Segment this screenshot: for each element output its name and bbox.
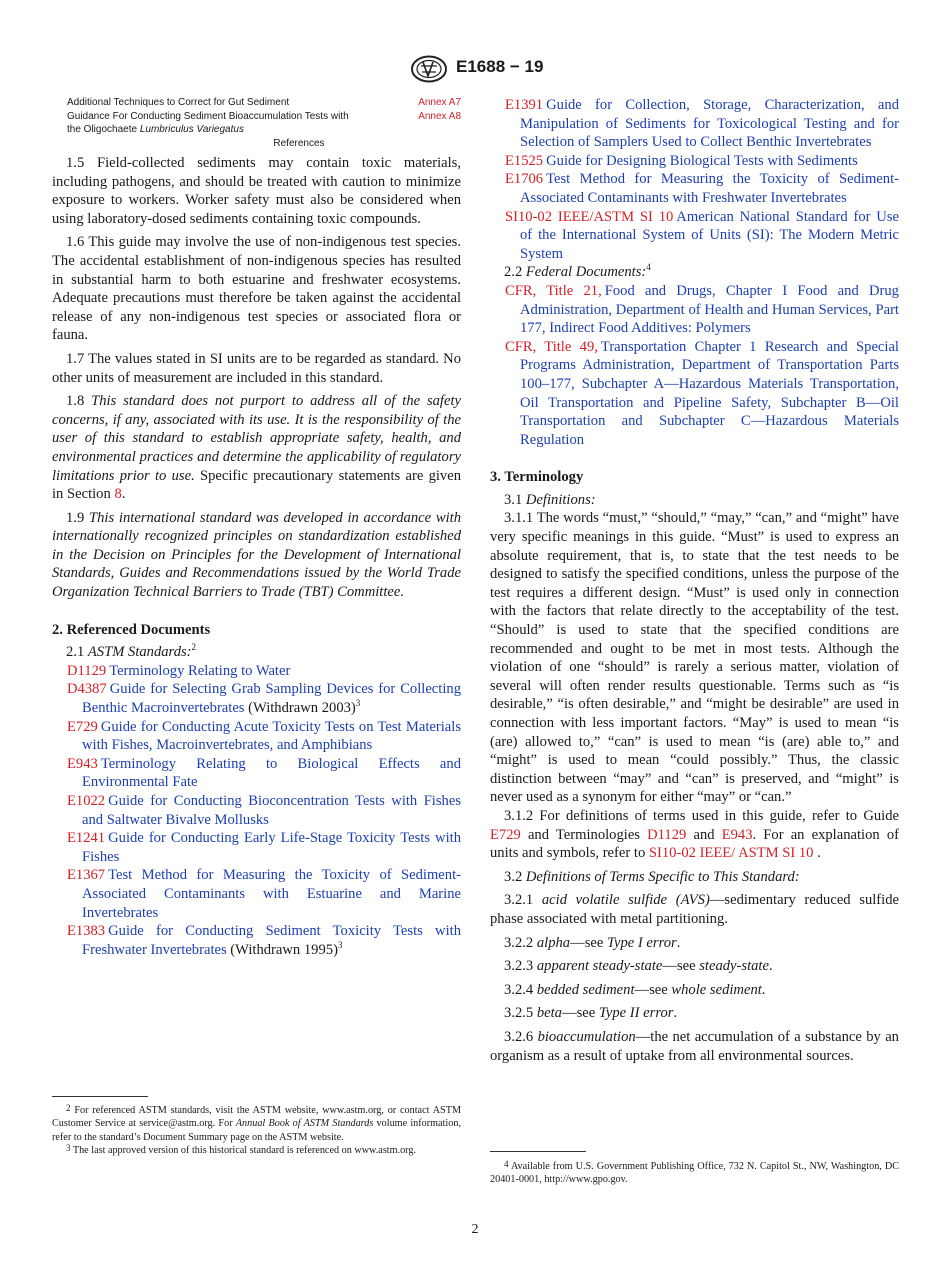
section-2-heading: 2. Referenced Documents	[52, 621, 211, 638]
reference-title-link[interactable]: Guide for Conducting Acute Toxicity Tests on Test Materials with Fishes, Macroinvertebrates, and Amphibians	[82, 718, 461, 754]
si10-link[interactable]: SI10-02 IEEE/ ASTM SI 10	[648, 845, 814, 862]
reference-item: E1383 Guide for Conducting Sediment Toxicity Tests with Freshwater Invertebrates (Withdrawn 1995)$^3$	[67, 923, 461, 958]
reference-title-link[interactable]: Transportation Chapter 1 Research and Special Programs Administration, Department of Transportation Parts 100–177, Subchapter A—Hazardous Materials Transportation, Oil Transportation and Pipeline Safety, Subchapter B—Oil Transportation and Subchapter C—Hazardous Materials Regulation	[520, 338, 899, 448]
section-1-6: 1.6 This guide may involve the use of non-indigenous test species. The accidental establishment of non-indigenous species has resulted in substantial harm to both estuarine and freshwater ecosystems. Adequate precautions must therefore be taken against the accidental release of any non-indigenous test species or associated flora or fauna.	[52, 234, 461, 344]
references-label: References	[273, 137, 325, 149]
reference-item	[52, 755, 461, 792]
reference-code-link[interactable]: D1129	[67, 662, 107, 679]
section-3-1-2: 3.1.2 For definitions of terms used in this guide, refer to Guide E729 and Terminologies D1129 and E943. For an explanation of units and symbols, refer to SI10-02 IEEE/ ASTM SI 10 .	[490, 807, 899, 862]
reference-title-link[interactable]: Guide for Collection, Storage, Characterization, and Manipulation of Sediments for Toxicological Testing and for Selection of Samplers Used to Collect Benthic Invertebrates	[520, 97, 899, 151]
reference-item	[490, 282, 899, 338]
page-number: 2	[471, 1222, 479, 1237]
annex-list	[52, 96, 461, 150]
definition-item: 3.2.1 acid volatile sulfide (AVS)—sedimentary reduced sulfide phase associated with metal partitioning.	[490, 892, 899, 927]
definition-item: 3.2.2 alpha—see Type I error.	[504, 934, 681, 951]
astm-reference-list-continued	[490, 96, 899, 263]
left-column	[52, 96, 461, 959]
reference-title-link[interactable]: Guide for Designing Biological Tests with Sediments	[546, 152, 858, 169]
document-id: E1688 − 19	[456, 57, 544, 76]
reference-code-link[interactable]: D4387	[67, 681, 107, 698]
astm-reference-list	[52, 662, 461, 960]
page-header	[0, 55, 950, 85]
footnote-rule	[490, 1151, 586, 1152]
reference-item	[52, 718, 461, 755]
section-1-7: 1.7 The values stated in SI units are to be regarded as standard. No other units of measurement are included in this standard.	[52, 350, 461, 386]
section-8-link[interactable]: 8	[114, 486, 122, 503]
section-2-2: 2.2 Federal Documents:$^4$	[504, 262, 651, 281]
section-1-5: 1.5 Field-collected sediments may contain toxic materials, including pathogens, and should be treated with caution to minimize exposure to workers. Worker safety must also be considered when using laboratory-dosed sediments containing toxic compounds.	[52, 155, 461, 227]
definition-item: 3.2.4 bedded sediment—see whole sediment.	[504, 981, 766, 998]
reference-code-link[interactable]: E1525	[505, 152, 544, 169]
reference-title-link[interactable]: American National Standard for Use of the International System of Units (SI): The Modern Metric System	[520, 208, 899, 262]
section-3-1: 3.1 Definitions:	[504, 491, 596, 508]
reference-item	[490, 152, 899, 171]
reference-item	[52, 866, 461, 922]
reference-title-link[interactable]: Guide for Conducting Sediment Toxicity Tests with Freshwater Invertebrates	[82, 923, 461, 958]
astm-logo-icon	[410, 55, 448, 83]
d1129-link[interactable]: D1129	[647, 826, 687, 843]
definition-item: 3.2.3 apparent steady-state—see steady-state.	[504, 958, 773, 975]
reference-code-link[interactable]: E729	[67, 718, 98, 735]
section-2-1: 2.1 ASTM Standards:$^2$	[66, 642, 197, 661]
annex-link[interactable]: Annex A8	[418, 110, 461, 122]
reference-item	[52, 792, 461, 829]
footnote-4: 4 Available from U.S. Government Publishing Office, 732 N. Capitol St., NW, Washington, DC 20401-0001, http://www.gpo.gov.	[490, 1159, 899, 1186]
reference-title-link[interactable]: Guide for Conducting Early Life-Stage Toxicity Tests with Fishes	[82, 830, 461, 865]
reference-item	[52, 662, 461, 681]
reference-title-link[interactable]: Food and Drugs, Chapter I Food and Drug Administration, Department of Health and Human Services, Part 177, Indirect Food Additives: Polymers	[520, 282, 899, 337]
reference-item: D4387 Guide for Selecting Grab Sampling Devices for Collecting Benthic Macroinvertebrates (Withdrawn 2003)$^3$	[67, 681, 461, 717]
reference-title-link[interactable]: Test Method for Measuring the Toxicity of Sediment-Associated Contaminants with Freshwater Invertebrates	[520, 171, 899, 206]
reference-item	[490, 170, 899, 207]
reference-item	[52, 829, 461, 866]
footnote-rule	[52, 1096, 148, 1097]
section-1-8: 1.8 This standard does not purport to address all of the safety concerns, if any, associated with its use. It is the responsibility of the user of this standard to establish appropriate safety, health, and environmental practices and determine the applicability of regulatory limitations prior to use. Specific precautionary statements are given in Section 8.	[52, 393, 461, 503]
annex-item: Additional Techniques to Correct for Gut Sediment Annex A7	[67, 97, 461, 108]
annex-link[interactable]: Annex A7	[418, 97, 461, 108]
footnote-2: 2 For referenced ASTM standards, visit the ASTM website, www.astm.org, or contact ASTM Customer Service at service@astm.org. For Annual Book of ASTM Standards volume information, refer to the standard’s Document Summary page on the ASTM website.	[52, 1103, 461, 1143]
reference-code-link[interactable]: CFR, Title 21,	[505, 282, 602, 299]
section-1-9: 1.9 This international standard was developed in accordance with internationally recognized principles on standardization established in the Decision on Principles for the Development of International Standards, Guides and Recommendations issued by the World Trade Organization Technical Barriers to Trade (TBT) Committee.	[52, 509, 462, 601]
right-column	[490, 96, 899, 1065]
definition-item: 3.2.5 beta—see Type II error.	[504, 1005, 678, 1022]
reference-code-link[interactable]: E1391	[505, 97, 544, 113]
reference-code-link[interactable]: E1383	[67, 923, 106, 940]
section-3-1-1: 3.1.1 The words “must,” “should,” “may,” “can,” and “might” have very specific meanings in this guide. “Must” is used to express an absolute requirement, that is, to state that the test needs to be designed to satisfy the specified conditions, unless the purpose of the test requires a different design. “Must” is used only in connection with the factors that relate directly to the acceptability of the test. “Should” is used to state that the specified conditions are recommended and ought to be met in most tests. Although the violation of one “should” is rarely a serious matter, violation of several will often render results questionable. Terms such as “is desirable,” “is often desirable,” and “might be desirable” are used in connection with less important factors. “May” is used to mean “is (are) allowed to,” “can” is used to mean “is (are) able to,” and “might” is used to mean “could possibly.” Thus, the classic distinction between “may” and “can” is preserved, and “might” is never used as a synonym for either “may” or “can.”	[490, 510, 899, 806]
footnotes-right	[490, 1160, 899, 1187]
e943-link[interactable]: E943	[721, 826, 753, 843]
reference-title-link[interactable]: Terminology Relating to Water	[109, 662, 291, 679]
reference-title-link[interactable]: Guide for Conducting Bioconcentration Tests with Fishes and Saltwater Bivalve Mollusks	[82, 793, 461, 828]
reference-title-link[interactable]: Terminology Relating to Biological Effects and Environmental Fate	[82, 755, 461, 791]
reference-code-link[interactable]: E1241	[67, 830, 106, 847]
section-3-2: 3.2 Definitions of Terms Specific to This Standard:	[504, 868, 800, 885]
footnotes-left	[52, 1104, 461, 1157]
footnote-3: 3 The last approved version of this historical standard is referenced on www.astm.org.	[66, 1142, 417, 1156]
reference-title-link[interactable]: Test Method for Measuring the Toxicity of Sediment-Associated Contaminants with Estuarine and Marine Invertebrates	[82, 867, 461, 921]
e729-link[interactable]: E729	[490, 826, 521, 843]
annex-item: Guidance For Conducting Sediment Bioaccumulation Tests with Annex A8 the Oligochaete Lumbriculus Variegatus	[67, 110, 461, 135]
reference-code-link[interactable]: CFR, Title 49,	[505, 338, 598, 355]
section-3-heading: 3. Terminology	[490, 469, 584, 486]
reference-item	[490, 208, 899, 264]
reference-code-link[interactable]: E943	[67, 755, 98, 772]
reference-item	[490, 338, 899, 450]
reference-code-link[interactable]: E1022	[67, 793, 106, 809]
reference-item	[490, 96, 899, 152]
reference-title-link[interactable]: Guide for Selecting Grab Sampling Devices for Collecting Benthic Macroinvertebrates	[82, 681, 461, 717]
reference-code-link[interactable]: SI10-02 IEEE/ASTM SI 10	[505, 208, 674, 225]
reference-code-link[interactable]: E1367	[67, 867, 106, 884]
definition-item: 3.2.6 bioaccumulation—the net accumulation of a substance by an organism as a result of uptake from all environmental sources.	[490, 1028, 899, 1064]
federal-reference-list	[490, 282, 899, 449]
reference-code-link[interactable]: E1706	[505, 171, 544, 188]
